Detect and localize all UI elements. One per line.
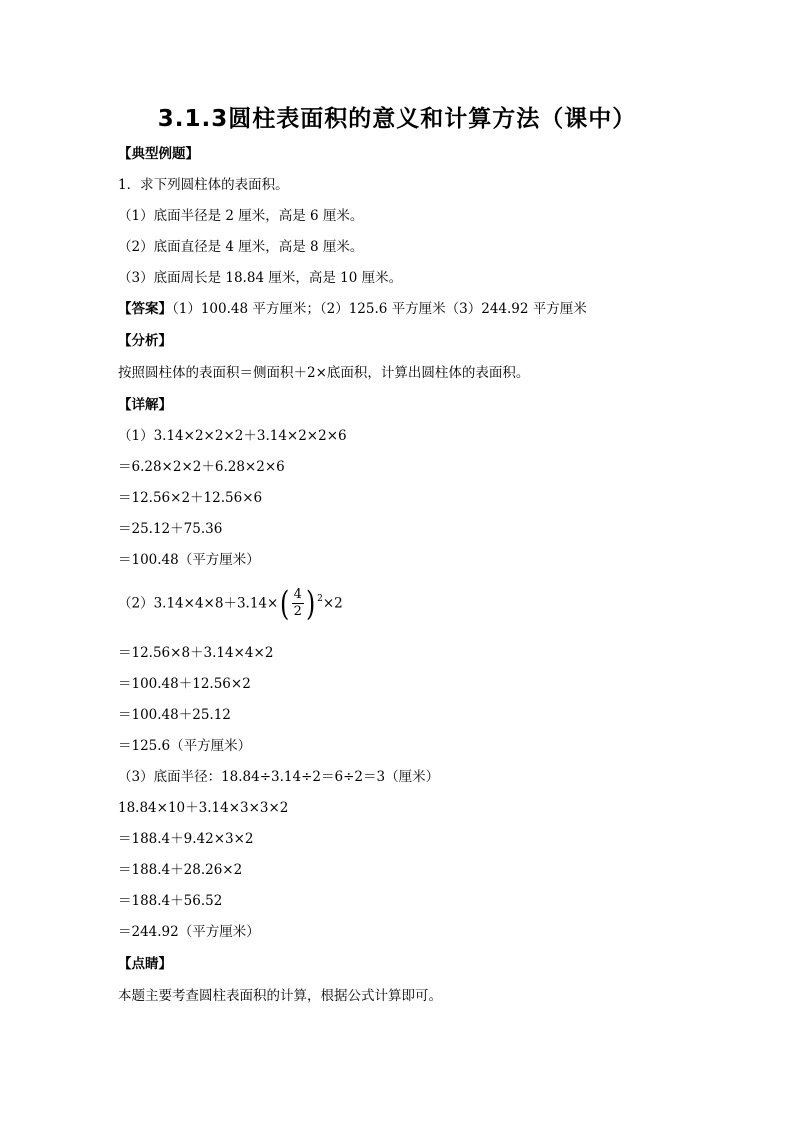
detail-step: ＝100.48（平方厘米） xyxy=(118,552,260,568)
fraction xyxy=(292,587,304,620)
question-stem: 1．求下列圆柱体的表面积。 xyxy=(118,177,289,193)
question-item-1: （1）底面半径是 2 厘米，高是 6 厘米。 xyxy=(118,208,364,224)
detail-label: 【详解】 xyxy=(118,397,172,413)
question-item-3: （3）底面周长是 18.84 厘米，高是 10 厘米。 xyxy=(118,270,403,286)
comment-text: 本题主要考查圆柱表面积的计算，根据公式计算即可。 xyxy=(118,988,442,1004)
left-paren: ( xyxy=(280,583,290,624)
analysis-text: 按照圆柱体的表面积＝侧面积＋2×底面积，计算出圆柱体的表面积。 xyxy=(118,365,530,381)
section-label-example: 【典型例题】 xyxy=(118,146,199,162)
page-title: 3.1.3圆柱表面积的意义和计算方法（课中） xyxy=(157,106,637,132)
detail-step: （1）3.14×2×2×2＋3.14×2×2×6 xyxy=(118,428,347,444)
detail-part2-formula xyxy=(118,583,343,624)
detail-step: ＝188.4＋9.42×3×2 xyxy=(118,831,254,847)
answer-label: 【答案】 xyxy=(118,301,172,317)
answer-row xyxy=(118,300,587,318)
exponent: 2 xyxy=(317,594,323,604)
answer-text: （1）100.48 平方厘米；（2）125.6 平方厘米（3）244.92 平方厘米 xyxy=(172,301,587,317)
fraction-numerator: 4 xyxy=(293,587,302,603)
detail-step: ＝100.48＋12.56×2 xyxy=(118,676,251,692)
detail-step: ＝100.48＋25.12 xyxy=(118,707,231,723)
detail-step: 18.84×10＋3.14×3×3×2 xyxy=(118,800,289,816)
fraction-group xyxy=(278,583,317,624)
formula-prefix: （2）3.14×4×8＋3.14× xyxy=(118,595,279,612)
detail-step: ＝188.4＋28.26×2 xyxy=(118,862,243,878)
detail-step: ＝25.12＋75.36 xyxy=(118,521,223,537)
fraction-denominator: 2 xyxy=(293,604,302,620)
question-item-2: （2）底面直径是 4 厘米，高是 8 厘米。 xyxy=(118,239,364,255)
detail-step: ＝12.56×2＋12.56×6 xyxy=(118,490,263,506)
comment-label: 【点睛】 xyxy=(118,956,172,972)
right-paren: ) xyxy=(305,583,316,624)
formula-suffix: ×2 xyxy=(322,595,343,612)
detail-step: ＝244.92（平方厘米） xyxy=(118,924,260,940)
detail-step: ＝125.6（平方厘米） xyxy=(118,738,252,754)
analysis-label: 【分析】 xyxy=(118,333,172,349)
detail-step: ＝12.56×8＋3.14×4×2 xyxy=(118,645,274,661)
detail-step: ＝6.28×2×2＋6.28×2×6 xyxy=(118,459,285,475)
detail-step: （3）底面半径：18.84÷3.14÷2＝6÷2＝3（厘米） xyxy=(118,769,440,785)
detail-step: ＝188.4＋56.52 xyxy=(118,893,223,909)
